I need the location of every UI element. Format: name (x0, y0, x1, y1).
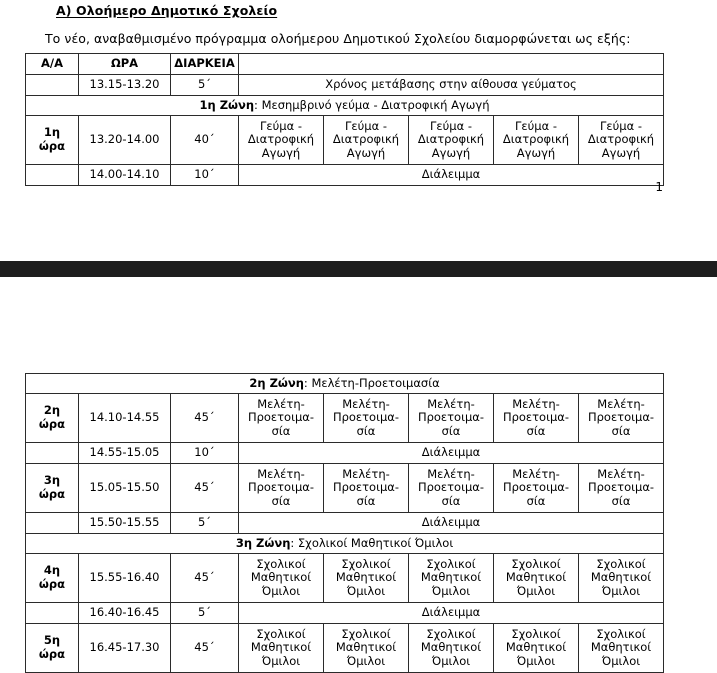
cell-activity-day-3: Μελέτη-Προετοιμα-σία (409, 394, 494, 443)
cell-time: 15.55-16.40 (79, 554, 171, 603)
intro-paragraph: Το νέο, αναβαθμισμένο πρόγραμμα ολοήμερου Δημοτικού Σχολείου διαμορφώνεται ως εξής: (45, 31, 631, 46)
cell-activity-day-3: Σχολικοί Μαθητικοί Όμιλοι (409, 554, 494, 603)
zone-text: : Μεσημβρινό γεύμα - Διατροφική Αγωγή (254, 97, 490, 112)
cell-duration: 45´ (171, 394, 239, 443)
cell-activity-day-4: Σχολικοί Μαθητικοί Όμιλοι (494, 624, 579, 673)
zone-label: 3η Ζώνη (235, 535, 291, 550)
cell-duration: 45´ (171, 464, 239, 513)
cell-activity-day-5: Γεύμα - Διατροφική Αγωγή (579, 116, 664, 165)
schedule-table-one (25, 53, 664, 186)
document-page-one (0, 0, 717, 261)
cell-break-note: Διάλειμμα (239, 603, 664, 624)
zone-banner-1 (26, 96, 664, 116)
zone-label: 2η Ζώνη (249, 375, 304, 390)
table-row (26, 116, 664, 165)
schedule-table-two (25, 373, 664, 673)
header-cell-ora: ΩΡΑ (79, 54, 171, 75)
header-cell-aa: Α/Α (26, 54, 79, 75)
cell-time: 14.00-14.10 (79, 165, 171, 186)
hour-line-2: ώρα (38, 417, 66, 431)
table-row (26, 554, 664, 603)
page-number: 1 (655, 180, 663, 194)
table-header-row (26, 54, 664, 75)
cell-activity-day-2: Μελέτη-Προετοιμα-σία (324, 464, 409, 513)
cell-break-note: Διάλειμμα (239, 443, 664, 464)
table-row (26, 394, 664, 443)
hour-line-1: 4η (43, 563, 61, 578)
cell-activity-day-2: Μελέτη-Προετοιμα-σία (324, 394, 409, 443)
cell-activity-day-2: Γεύμα - Διατροφική Αγωγή (324, 116, 409, 165)
cell-activity-day-1: Γεύμα - Διατροφική Αγωγή (239, 116, 324, 165)
cell-duration: 5´ (171, 603, 239, 624)
cell-duration: 5´ (171, 75, 239, 96)
hour-line-2: ώρα (38, 647, 66, 661)
hour-line-1: 5η (43, 633, 61, 648)
cell-duration: 45´ (171, 624, 239, 673)
page-separator-band (0, 261, 717, 277)
cell-time: 15.50-15.55 (79, 513, 171, 534)
cell-hour-index (26, 464, 79, 513)
cell-time: 13.20-14.00 (79, 116, 171, 165)
cell-activity-day-1: Σχολικοί Μαθητικοί Όμιλοι (239, 554, 324, 603)
table-row (26, 75, 664, 96)
cell-time: 14.10-14.55 (79, 394, 171, 443)
cell-activity-day-3: Σχολικοί Μαθητικοί Όμιλοι (409, 624, 494, 673)
cell-break-note: Διάλειμμα (239, 165, 664, 186)
zone-banner-2 (26, 374, 664, 394)
cell-activity-day-3: Μελέτη-Προετοιμα-σία (409, 464, 494, 513)
cell-activity-day-1: Μελέτη-Προετοιμα-σία (239, 394, 324, 443)
cell-duration: 45´ (171, 554, 239, 603)
cell-aa (26, 165, 79, 186)
cell-activity-day-4: Σχολικοί Μαθητικοί Όμιλοι (494, 554, 579, 603)
cell-time: 14.55-15.05 (79, 443, 171, 464)
table-row (26, 443, 664, 464)
cell-activity-day-5: Μελέτη-Προετοιμα-σία (579, 394, 664, 443)
page-title: Α) Ολοήμερο Δημοτικό Σχολείο (56, 3, 278, 18)
table-row (26, 165, 664, 186)
cell-aa (26, 513, 79, 534)
table-row (26, 464, 664, 513)
cell-activity-day-5: Μελέτη-Προετοιμα-σία (579, 464, 664, 513)
cell-duration: 10´ (171, 165, 239, 186)
cell-span-note: Χρόνος μετάβασης στην αίθουσα γεύματος (239, 75, 664, 96)
zone-text: : Σχολικοί Μαθητικοί Όμιλοι (290, 535, 454, 550)
cell-activity-day-4: Μελέτη-Προετοιμα-σία (494, 394, 579, 443)
cell-duration: 10´ (171, 443, 239, 464)
cell-activity-day-1: Μελέτη-Προετοιμα-σία (239, 464, 324, 513)
cell-activity-day-4: Μελέτη-Προετοιμα-σία (494, 464, 579, 513)
cell-aa (26, 603, 79, 624)
cell-activity-day-3: Γεύμα - Διατροφική Αγωγή (409, 116, 494, 165)
cell-activity-day-4: Γεύμα - Διατροφική Αγωγή (494, 116, 579, 165)
table-row (26, 624, 664, 673)
header-cell-days (239, 54, 664, 75)
hour-line-2: ώρα (38, 487, 66, 501)
hour-line-1: 2η (43, 403, 61, 418)
cell-activity-day-5: Σχολικοί Μαθητικοί Όμιλοι (579, 554, 664, 603)
cell-time: 13.15-13.20 (79, 75, 171, 96)
cell-hour-index (26, 116, 79, 165)
header-cell-diarkeia: ΔΙΑΡΚΕΙΑ (171, 54, 239, 75)
cell-break-note: Διάλειμμα (239, 513, 664, 534)
cell-activity-day-2: Σχολικοί Μαθητικοί Όμιλοι (324, 554, 409, 603)
zone-banner-row (26, 534, 664, 554)
cell-hour-index (26, 394, 79, 443)
zone-banner-row (26, 374, 664, 394)
hour-line-1: 1η (43, 125, 61, 140)
cell-aa (26, 75, 79, 96)
cell-aa (26, 443, 79, 464)
cell-activity-day-5: Σχολικοί Μαθητικοί Όμιλοι (579, 624, 664, 673)
cell-hour-index (26, 624, 79, 673)
table-row (26, 513, 664, 534)
cell-time: 16.45-17.30 (79, 624, 171, 673)
cell-activity-day-2: Σχολικοί Μαθητικοί Όμιλοι (324, 624, 409, 673)
cell-duration: 40´ (171, 116, 239, 165)
cell-hour-index (26, 554, 79, 603)
table-row (26, 603, 664, 624)
hour-line-1: 3η (43, 473, 61, 488)
hour-line-2: ώρα (38, 577, 66, 591)
zone-banner-3 (26, 534, 664, 554)
zone-text: : Μελέτη-Προετοιμασία (303, 375, 440, 390)
cell-time: 15.05-15.50 (79, 464, 171, 513)
zone-label: 1η Ζώνη (199, 97, 255, 112)
zone-banner-row (26, 96, 664, 116)
document-page-two (0, 277, 717, 667)
cell-duration: 5´ (171, 513, 239, 534)
cell-time: 16.40-16.45 (79, 603, 171, 624)
hour-line-2: ώρα (38, 139, 66, 153)
cell-activity-day-1: Σχολικοί Μαθητικοί Όμιλοι (239, 624, 324, 673)
